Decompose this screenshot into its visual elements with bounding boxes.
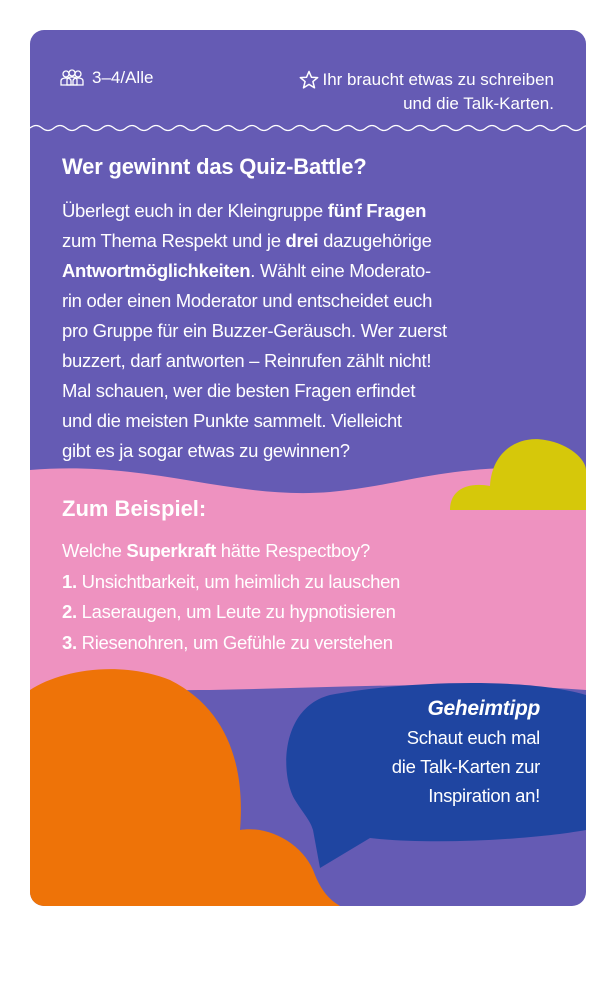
instructions-text	[62, 196, 447, 466]
text-line	[62, 226, 447, 256]
people-group-icon	[60, 69, 84, 87]
text-segment: buzzert, darf antworten – Reinrufen zählt nicht!	[62, 350, 432, 371]
bold-text: drei	[285, 230, 319, 251]
bold-text: Superkraft	[126, 540, 216, 561]
text-segment: Riesenohren, um Gefühle zu verstehen	[76, 631, 393, 653]
text-segment: pro Gruppe für ein Buzzer-Geräusch. Wer zuerst	[62, 320, 447, 341]
text-segment: Mal schauen, wer die besten Fragen erfindet	[62, 380, 416, 401]
text-segment: und die meisten Punkte sammelt. Vielleicht	[62, 410, 402, 431]
tip-line: die Talk-Karten zur	[391, 756, 540, 777]
bold-text: fünf Fragen	[327, 200, 427, 221]
text-segment: zum Thema Respekt und je	[62, 230, 286, 251]
text-line	[62, 406, 447, 436]
text-segment: gibt es ja sogar etwas zu gewinnen?	[62, 440, 350, 461]
text-line	[62, 316, 447, 346]
activity-card	[30, 30, 586, 906]
text-line	[62, 346, 447, 376]
materials-line-1: Ihr braucht etwas zu schreiben	[322, 70, 554, 89]
text-segment: hätte Respectboy?	[215, 540, 370, 561]
player-count-text: 3–4/Alle	[92, 68, 154, 87]
bold-text: 2.	[62, 601, 77, 622]
card-title: Wer gewinnt das Quiz-Battle?	[62, 154, 367, 179]
text-segment: . Wählt eine Moderato-	[250, 260, 431, 281]
tip-line: Schaut euch mal	[406, 727, 540, 748]
text-line	[62, 256, 447, 286]
player-count	[60, 68, 153, 88]
text-segment: Welche	[62, 540, 127, 561]
text-segment: dazugehörige	[318, 230, 432, 251]
example-text	[62, 536, 400, 658]
text-line	[62, 196, 447, 226]
text-segment: Überlegt euch in der Kleingruppe	[62, 200, 328, 221]
secret-tip	[392, 694, 540, 810]
star-icon	[299, 70, 319, 90]
wavy-divider	[30, 126, 586, 131]
text-line	[62, 536, 400, 567]
bold-text: Antwortmöglichkeiten	[62, 260, 251, 281]
text-line	[62, 436, 447, 466]
tip-line: Inspiration an!	[428, 785, 540, 806]
example-title: Zum Beispiel:	[62, 496, 207, 521]
text-line	[62, 286, 447, 316]
materials-line-2: und die Talk-Karten.	[403, 94, 554, 113]
materials-note	[299, 68, 554, 116]
text-line	[62, 376, 447, 406]
text-segment: Unsichtbarkeit, um heimlich zu lauschen	[76, 570, 401, 592]
text-line	[62, 567, 400, 598]
text-segment: rin oder einen Moderator und entscheidet euch	[62, 290, 433, 311]
bold-text: 3.	[62, 631, 77, 653]
text-line	[62, 597, 400, 628]
tip-title: Geheimtipp	[427, 697, 540, 720]
bold-text: 1.	[62, 570, 77, 592]
text-segment: Laseraugen, um Leute zu hypnotisieren	[76, 601, 396, 622]
text-line	[62, 628, 400, 659]
